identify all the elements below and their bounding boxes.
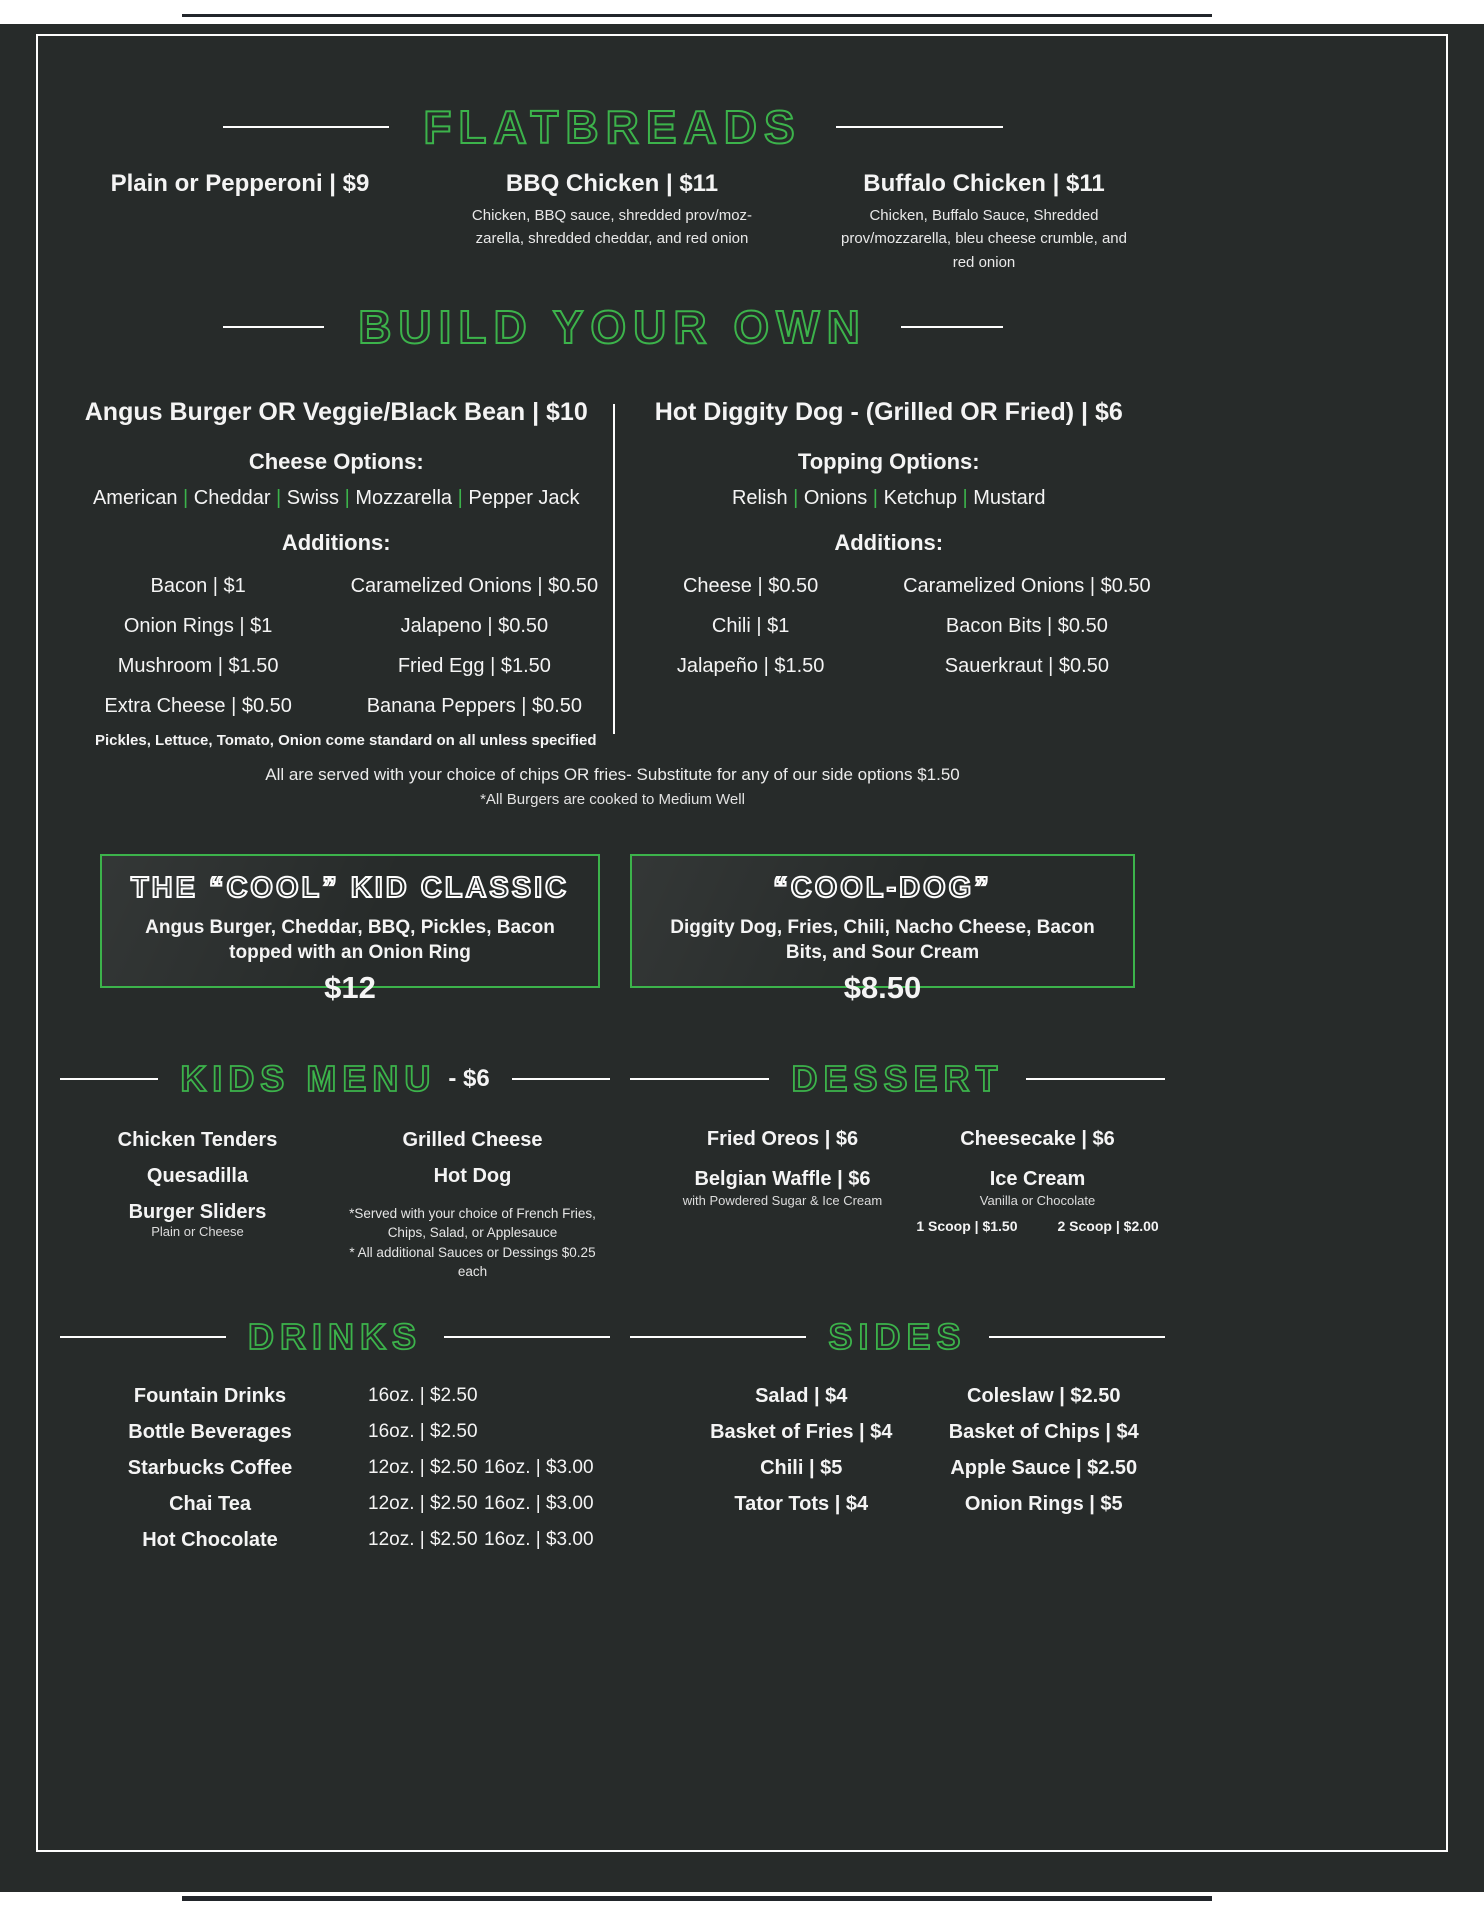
- menu-item: Jalapeno | $0.50: [400, 614, 549, 637]
- flatbread-item: [804, 170, 1164, 274]
- divider-line: [223, 126, 390, 128]
- dessert-items: [630, 1122, 1165, 1234]
- cheese-options-label: Cheese Options:: [248, 448, 424, 474]
- flatbreads-title-row: [223, 100, 1003, 154]
- dessert-column-2: [910, 1122, 1165, 1234]
- option-label: Swiss: [286, 486, 340, 509]
- menu-item: Burger Sliders: [128, 1200, 267, 1223]
- menu-item: Chili | $5: [760, 1457, 843, 1479]
- drinks-title-row: [60, 1316, 610, 1358]
- hotdog-additions-right: [889, 566, 1165, 686]
- cheese-options-list: [60, 487, 613, 510]
- menu-item: Apple Sauce | $2.50: [950, 1457, 1138, 1479]
- drink-name: Bottle Beverages: [128, 1421, 292, 1443]
- menu-item: Cheesecake | $6: [960, 1127, 1115, 1150]
- burger-additions: [60, 566, 613, 726]
- menu-item: Fried Egg | $1.50: [397, 654, 551, 677]
- kids-menu-price: - $6: [448, 1064, 490, 1092]
- cool-kid-classic-title: THE “COOL” KID CLASSIC: [130, 871, 570, 904]
- kids-dessert-row: [60, 1058, 1165, 1282]
- kids-column-2: [335, 1122, 610, 1282]
- option-label: American: [92, 486, 178, 509]
- menu-page: [0, 24, 1484, 1892]
- dessert-section: [630, 1058, 1165, 1282]
- scoop-price-1: 1 Scoop | $1.50: [916, 1217, 1018, 1234]
- drinks-section-title: DRINKS: [248, 1316, 423, 1357]
- divider-line: [60, 1078, 158, 1080]
- divider-line: [1026, 1078, 1165, 1080]
- sides-column-2: [923, 1378, 1166, 1522]
- burger-additions-label: Additions:: [281, 529, 391, 555]
- kids-note-1: *Served with your choice of French Fries, Chips, Salad, or Applesauce: [349, 1205, 596, 1241]
- page-edge-line-top: [182, 14, 1212, 17]
- option-label: Pepper Jack: [468, 486, 580, 509]
- pipe-separator: |: [177, 486, 194, 509]
- menu-item: Ice Cream: [989, 1167, 1086, 1190]
- kids-menu-title-row: [60, 1058, 610, 1100]
- hotdog-column: [613, 398, 1166, 749]
- menu-item: Grilled Cheese: [402, 1128, 543, 1151]
- menu-item: Caramelized Onions | $0.50: [350, 574, 599, 597]
- vertical-divider-line: [613, 404, 615, 734]
- pipe-separator: |: [339, 486, 356, 509]
- menu-content: [60, 24, 1165, 1558]
- kids-menu-section: [60, 1058, 610, 1282]
- hotdog-additions-left: [613, 566, 889, 686]
- cool-kid-classic-box: [100, 854, 600, 1005]
- flatbreads-items: [60, 170, 1165, 274]
- sides-items: [630, 1378, 1165, 1522]
- drink-price: 16oz. | $3.00: [484, 1493, 594, 1514]
- menu-item: Onion Rings | $5: [964, 1493, 1123, 1515]
- menu-item: Belgian Waffle | $6: [694, 1167, 871, 1190]
- menu-item: Banana Peppers | $0.50: [366, 694, 583, 717]
- cool-kid-classic-price: $12: [324, 969, 376, 1005]
- pipe-separator: |: [787, 486, 804, 509]
- option-label: Onions: [803, 486, 868, 509]
- cool-dog-desc: Diggity Dog, Fries, Chili, Nacho Cheese, Bacon Bits, and Sour Cream: [670, 916, 1095, 964]
- drink-price: 16oz. | $3.00: [484, 1529, 594, 1550]
- medium-well-note: *All Burgers are cooked to Medium Well: [480, 790, 745, 808]
- drink-price: [484, 1378, 596, 1414]
- flatbreads-section-title: FLATBREADS: [423, 101, 802, 153]
- divider-line: [901, 326, 1003, 328]
- menu-item: Hot Dog: [433, 1164, 512, 1187]
- drink-name: Hot Chocolate: [142, 1529, 278, 1551]
- menu-item-subtext: with Powdered Sugar & Ice Cream: [682, 1192, 883, 1208]
- flatbread-name: Plain or Pepperoni | $9: [110, 170, 370, 197]
- flatbread-desc: Chicken, BBQ sauce, shredded prov/moz-zarella, shredded cheddar, and red onion: [471, 207, 753, 248]
- divider-line: [836, 126, 1003, 128]
- burger-additions-right: [336, 566, 612, 726]
- drink-price: [484, 1414, 596, 1450]
- sides-title-row: [630, 1316, 1165, 1358]
- drink-name: Starbucks Coffee: [127, 1457, 293, 1479]
- option-label: Cheddar: [193, 486, 271, 509]
- pipe-separator: |: [867, 486, 884, 509]
- topping-options-list: [613, 487, 1166, 510]
- divider-line: [444, 1336, 610, 1338]
- drink-price: 16oz. | $2.50: [368, 1385, 478, 1406]
- hotdog-additions: [613, 566, 1166, 686]
- dessert-section-title: DESSERT: [791, 1057, 1004, 1099]
- pipe-separator: |: [452, 486, 469, 509]
- hotdog-additions-label: Additions:: [834, 529, 944, 555]
- menu-item: Fried Oreos | $6: [706, 1127, 859, 1150]
- build-your-own-section-title: BUILD YOUR OWN: [358, 300, 867, 353]
- drinks-section: [60, 1316, 610, 1558]
- divider-line: [512, 1078, 610, 1080]
- menu-item: Salad | $4: [755, 1385, 848, 1407]
- sides-section-title: SIDES: [828, 1316, 967, 1357]
- drinks-items: [60, 1378, 610, 1558]
- menu-item: Chili | $1: [711, 614, 790, 637]
- menu-item: Mushroom | $1.50: [117, 654, 279, 677]
- drink-price: 12oz. | $2.50: [368, 1529, 478, 1550]
- sides-column-1: [680, 1378, 923, 1522]
- topping-options-label: Topping Options:: [797, 448, 980, 474]
- menu-item: Onion Rings | $1: [123, 614, 273, 637]
- option-label: Ketchup: [883, 486, 957, 509]
- burger-column: [60, 398, 613, 749]
- menu-item: Sauerkraut | $0.50: [944, 654, 1109, 677]
- sides-section: [630, 1316, 1165, 1558]
- pipe-separator: |: [270, 486, 287, 509]
- menu-item: Bacon Bits | $0.50: [945, 614, 1108, 637]
- menu-item: Basket of Chips | $4: [948, 1421, 1139, 1443]
- divider-line: [630, 1078, 769, 1080]
- kids-menu-notes: [348, 1204, 598, 1282]
- dessert-column-1: [655, 1122, 910, 1234]
- cool-dog-title: “COOL-DOG”: [773, 871, 992, 904]
- cool-dog-price: $8.50: [843, 969, 922, 1005]
- flatbread-item: [60, 170, 420, 274]
- menu-item: Cheese | $0.50: [682, 574, 819, 597]
- menu-item: Tator Tots | $4: [734, 1493, 869, 1515]
- drink-name: Fountain Drinks: [133, 1385, 287, 1407]
- kids-menu-items: [60, 1122, 610, 1282]
- divider-line: [223, 326, 325, 328]
- drink-price: 12oz. | $2.50: [368, 1493, 478, 1514]
- flatbread-name: Buffalo Chicken | $11: [863, 170, 1105, 197]
- option-label: Relish: [731, 486, 788, 509]
- burger-heading: Angus Burger OR Veggie/Black Bean | $10: [84, 397, 588, 426]
- divider-line: [60, 1336, 226, 1338]
- drink-name: Chai Tea: [169, 1493, 251, 1515]
- menu-item: Chicken Tenders: [117, 1128, 278, 1151]
- menu-item: Basket of Fries | $4: [710, 1421, 893, 1443]
- menu-item: Extra Cheese | $0.50: [104, 694, 292, 717]
- menu-item-subtext: Vanilla or Chocolate: [979, 1192, 1096, 1208]
- scoop-price-2: 2 Scoop | $2.00: [1057, 1217, 1159, 1234]
- menu-item: Quesadilla: [146, 1164, 249, 1187]
- divider-line: [989, 1336, 1165, 1338]
- menu-item: Jalapeño | $1.50: [676, 654, 825, 677]
- page-edge-line-bottom: [182, 1896, 1212, 1901]
- flatbread-item: [432, 170, 792, 274]
- option-label: Mustard: [973, 486, 1046, 509]
- drinks-sides-row: [60, 1316, 1165, 1558]
- kids-menu-section-title: KIDS MENU: [180, 1057, 437, 1099]
- standard-toppings-note: Pickles, Lettuce, Tomato, Onion come standard on all unless specified: [95, 731, 597, 749]
- ice-cream-scoop-prices: [910, 1218, 1165, 1234]
- menu-item-subtext: Plain or Cheese: [151, 1223, 244, 1239]
- cool-dog-box: [630, 854, 1135, 1005]
- hotdog-heading: Hot Diggity Dog - (Grilled OR Fried) | $6: [654, 397, 1123, 426]
- special-items: [100, 854, 1165, 1005]
- build-your-own-title-row: [223, 300, 1003, 354]
- drink-price: 16oz. | $2.50: [368, 1421, 478, 1442]
- burger-additions-left: [60, 566, 336, 726]
- build-your-own-columns: [60, 398, 1165, 749]
- flatbread-desc: Chicken, Buffalo Sauce, Shredded prov/mozzarella, bleu cheese crumble, and red onion: [841, 207, 1127, 271]
- menu-item: Coleslaw | $2.50: [967, 1385, 1121, 1407]
- pipe-separator: |: [956, 486, 974, 509]
- menu-item: Bacon | $1: [150, 574, 246, 597]
- kids-note-2: * All additional Sauces or Dessings $0.25 each: [349, 1244, 596, 1280]
- kids-column-1: [60, 1122, 335, 1282]
- cool-kid-classic-desc: Angus Burger, Cheddar, BBQ, Pickles, Bacon topped with an Onion Ring: [145, 916, 555, 964]
- served-with-note: All are served with your choice of chips OR fries- Substitute for any of our side options $1.50: [265, 764, 960, 784]
- divider-line: [630, 1336, 806, 1338]
- option-label: Mozzarella: [355, 486, 453, 509]
- flatbread-name: BBQ Chicken | $11: [505, 170, 719, 197]
- drink-price: 12oz. | $2.50: [368, 1457, 478, 1478]
- dessert-title-row: [630, 1058, 1165, 1100]
- menu-item: Caramelized Onions | $0.50: [903, 574, 1151, 597]
- drink-price: 16oz. | $3.00: [484, 1457, 594, 1478]
